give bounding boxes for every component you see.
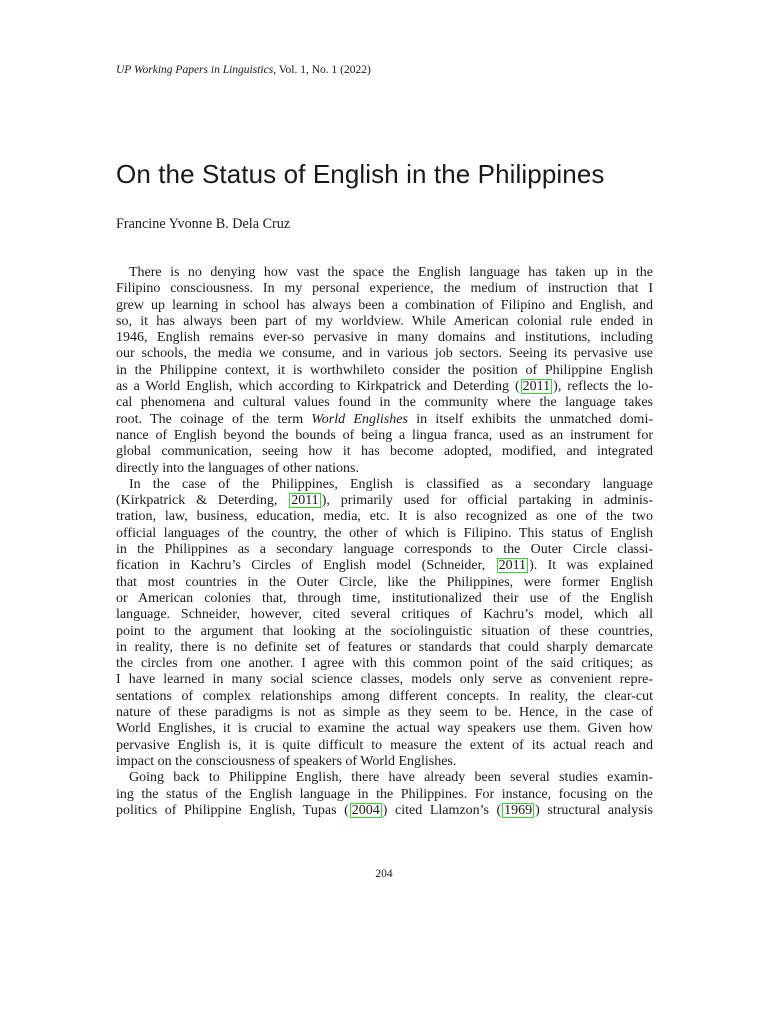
citation-link[interactable]: 2011	[522, 379, 551, 395]
text-line: our schools, the media we consume, and in various job sectors. Seeing its pervasive use	[116, 346, 653, 362]
text-line: nature of these paradigms is not as simple as they seem to be. Hence, in the case of	[116, 705, 653, 721]
page-number: 204	[375, 868, 393, 880]
citation-link[interactable]: 2004	[351, 802, 380, 818]
text-line: global communication, seeing how it has become adopted, modified, and integrated	[116, 444, 653, 460]
text-line: fication in Kachru’s Circles of English model (Schneider, 2011 ). It was explained	[116, 558, 653, 574]
text-line: ing the status of the English language in the Philippines. For instance, focusing on the	[116, 786, 653, 802]
paragraph	[116, 265, 653, 477]
text-line: in the Philippines as a secondary language corresponds to the Outer Circle classi-	[116, 542, 653, 558]
text-line: root. The coinage of the term World Englishes in itself exhibits the unmatched domi-	[116, 411, 653, 427]
text-line: as a World English, which according to Kirkpatrick and Deterding ( 2011 ), reflects the lo-	[116, 379, 653, 395]
emphasis-term: World Englishes	[311, 411, 408, 427]
text-line: so, it has always been part of my worldview. While American colonial rule ended in	[116, 313, 653, 329]
text-line: World Englishes, it is crucial to examine the actual way speakers use them. Given how	[116, 721, 653, 737]
text-line: the circles from one another. I agree with this common point of the said critiques; as	[116, 656, 653, 672]
text-line: In the case of the Philippines, English is classified as a secondary language	[129, 476, 653, 492]
text-line: cal phenomena and cultural values found in the community where the language takes	[116, 395, 653, 411]
text-line: impact on the consciousness of speakers of World Englishes.	[116, 753, 457, 769]
journal-name: UP Working Papers in Linguistics	[116, 64, 274, 76]
journal-volume: , Vol. 1, No. 1 (2022)	[273, 64, 371, 76]
text-line: official languages of the country, the other of which is Filipino. This status of English	[116, 525, 653, 541]
paragraph	[116, 770, 653, 819]
text-line: pervasive English is, it is quite difficult to measure the extent of its actual reach and	[116, 737, 653, 753]
text-line: (Kirkpatrick & Deterding, 2011 ), primarily used for official partaking in adminis-	[116, 493, 653, 509]
text-line: point to the argument that looking at the sociolinguistic situation of these countries,	[116, 623, 653, 639]
author-name: Francine Yvonne B. Dela Cruz	[116, 216, 291, 232]
text-line: sentations of complex relationships among different concepts. In reality, the clear-cut	[116, 688, 653, 704]
text-line: I have learned in many social science classes, models only serve as convenient repre-	[116, 672, 653, 688]
text-line: Filipino consciousness. In my personal experience, the medium of instruction that I	[116, 281, 653, 297]
text-line: grew up learning in school has always been a combination of Filipino and English, and	[116, 297, 653, 313]
text-line: or American colonies that, through time, institutionalized their use of the English	[116, 590, 653, 606]
text-line: nance of English beyond the bounds of being a lingua franca, used as an instrument for	[116, 427, 653, 443]
text-line: that most countries in the Outer Circle, like the Philippines, were former English	[116, 574, 653, 590]
citation-link[interactable]: 2011	[498, 558, 527, 574]
text-line: Going back to Philippine English, there have already been several studies examin-	[129, 770, 653, 786]
text-line: directly into the languages of other nations.	[116, 460, 359, 476]
citation-link[interactable]: 1969	[504, 802, 533, 818]
citation-link[interactable]: 2011	[291, 493, 319, 509]
text-line: in reality, there is no definite set of features or standards that could sharply demarcate	[116, 639, 653, 655]
text-line: politics of Philippine English, Tupas ( 2004 ) cited Llamzon’s ( 1969 ) structural analysis	[116, 802, 653, 818]
paragraph	[116, 477, 653, 770]
journal-header	[116, 63, 371, 77]
body-text	[116, 265, 653, 819]
text-line: 1946, English remains ever-so pervasive in many domains and institutions, including	[116, 330, 653, 346]
paper-title: On the Status of English in the Philippines	[116, 159, 605, 189]
text-line: tration, law, business, education, media, etc. It is also recognized as one of the two	[116, 509, 653, 525]
text-line: language. Schneider, however, cited several critiques of Kachru’s model, which all	[116, 607, 653, 623]
text-line: in the Philippine context, it is worthwhileto consider the position of Philippine English	[116, 362, 653, 378]
text-line: There is no denying how vast the space the English language has taken up in the	[129, 265, 653, 280]
